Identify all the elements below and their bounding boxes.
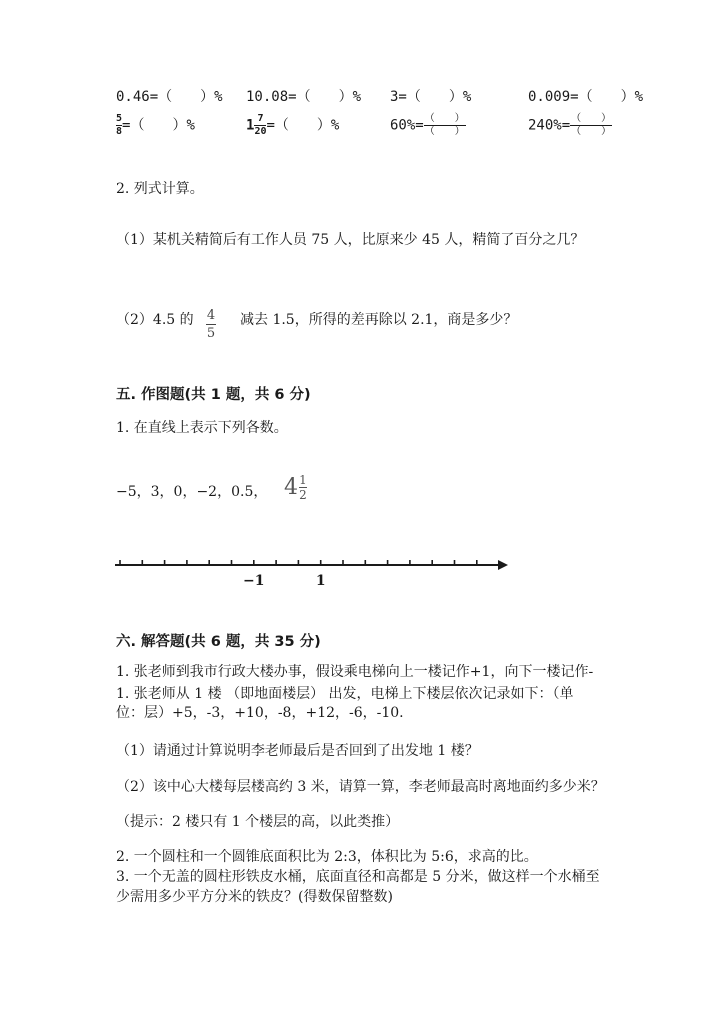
number-line xyxy=(110,550,510,590)
blank-fraction[interactable]: （ ） （ ） xyxy=(424,113,465,137)
conversion-item: 10.08=（ ）% xyxy=(246,89,362,105)
number-line-label: 1 xyxy=(315,573,326,589)
question-text: 少需用多少平方分米的铁皮？(得数保留整数) xyxy=(116,889,393,905)
fraction: $\frac{4}{5}$ xyxy=(206,308,216,341)
question-text: （1）某机关精简后有工作人员 75 人，比原来少 45 人，精简了百分之几？ xyxy=(116,232,585,248)
conversion-item: 60%= （ ） （ ） xyxy=(390,113,465,137)
mixed-number: 4 1 2 xyxy=(284,473,307,502)
question-text: 减去 1.5，所得的差再除以 2.1，商是多少？ xyxy=(240,312,518,328)
number-list: −5，3，0，−2，0.5， xyxy=(116,484,268,500)
question-text: 3. 一个无盖的圆柱形铁皮水桶，底面直径和高都是 5 分米，做这样一个水桶至 xyxy=(116,869,600,885)
fraction: $\frac{7}{20}$ xyxy=(254,113,267,137)
question-text: 1. 在直线上表示下列各数。 xyxy=(116,420,288,436)
question-text: （2）该中心大楼每层楼高约 3 米，请算一算，李老师最高时离地面约多少米？ xyxy=(116,779,605,795)
blank-fraction[interactable]: （ ） （ ） xyxy=(571,113,612,137)
conversion-item: $\frac{5}{8}$ =（ ）% xyxy=(116,113,195,137)
question-text: 1. 张老师到我市行政大楼办事，假设乘电梯向上一楼记作+1，向下一楼记作- xyxy=(116,664,594,680)
conversion-item: 3=（ ）% xyxy=(390,89,472,105)
conversion-item: 0.46=（ ）% xyxy=(116,89,223,105)
section-heading: 五. 作图题(共 1 题，共 6 分) xyxy=(116,387,311,403)
section-heading: 六. 解答题(共 6 题，共 35 分) xyxy=(116,634,321,650)
question-text: 2. 一个圆柱和一个圆锥底面积比为 2:3，体积比为 5:6，求高的比。 xyxy=(116,849,538,865)
number-line-label: −1 xyxy=(243,573,265,589)
question-text: 位：层）+5，-3，+10，-8，+12，-6，-10. xyxy=(116,705,404,721)
arrow-icon xyxy=(498,560,508,570)
fraction: $\frac{5}{8}$ xyxy=(116,113,123,137)
conversion-item: 240%= （ ） （ ） xyxy=(528,113,612,137)
question-title: 2. 列式计算。 xyxy=(116,181,204,197)
hint-text: （提示：2 楼只有 1 个楼层的高，以此类推） xyxy=(116,814,400,830)
question-text: （1）请通过计算说明李老师最后是否回到了出发地 1 楼？ xyxy=(116,743,479,759)
question-text: 1. 张老师从 1 楼 （即地面楼层） 出发，电梯上下楼层依次记录如下：（单 xyxy=(116,686,574,702)
conversion-item: 0.009=（ ）% xyxy=(528,89,644,105)
question-text: （2）4.5 的 xyxy=(116,312,194,328)
conversion-item: 1 $\frac{7}{20}$ =（ ）% xyxy=(246,113,340,137)
